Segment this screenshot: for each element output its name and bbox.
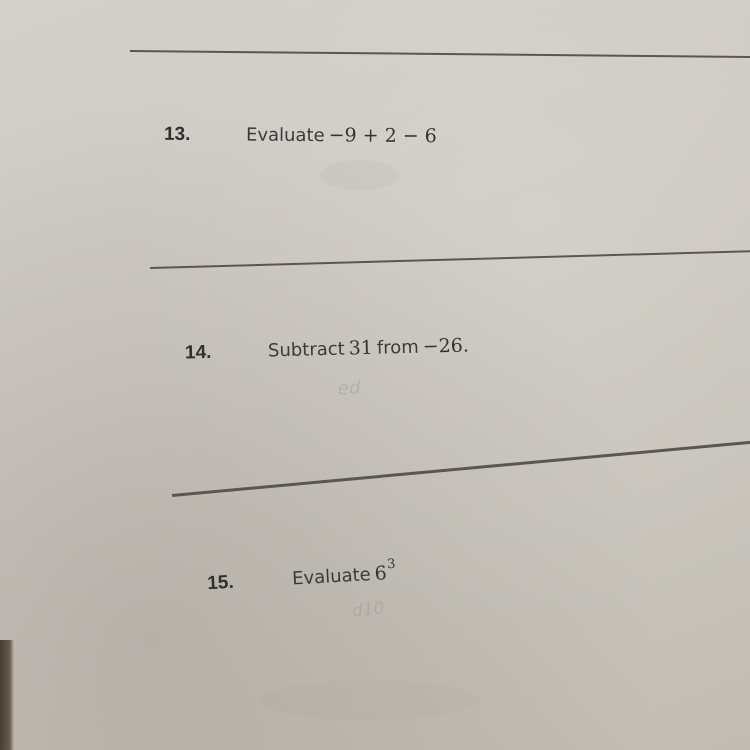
problem-number: 14. bbox=[184, 341, 212, 364]
smudge bbox=[320, 160, 400, 190]
problem-instruction: Evaluate bbox=[245, 124, 325, 147]
smudge bbox=[260, 680, 480, 720]
pencil-mark: ed bbox=[337, 377, 362, 400]
problem-operand-2: −26. bbox=[422, 334, 470, 358]
problem-instruction: Subtract bbox=[267, 338, 345, 362]
answer-divider-line bbox=[172, 440, 750, 496]
answer-divider-line bbox=[150, 250, 750, 269]
problem-base: 6 bbox=[374, 562, 388, 585]
problem-expression: −9 + 2 − 6 bbox=[328, 124, 437, 148]
problem-connector: from bbox=[376, 336, 420, 359]
pencil-mark: d10 bbox=[351, 598, 386, 622]
problem-15 bbox=[206, 557, 396, 596]
problem-number: 15. bbox=[206, 571, 235, 595]
desk-edge bbox=[0, 640, 14, 750]
problem-14 bbox=[185, 335, 469, 365]
problem-operand: 31 bbox=[348, 336, 374, 360]
problem-number: 13. bbox=[163, 123, 191, 146]
problem-exponent: 3 bbox=[386, 556, 396, 573]
answer-divider-line bbox=[130, 50, 750, 58]
problem-instruction: Evaluate bbox=[291, 564, 372, 590]
problem-13 bbox=[164, 123, 437, 148]
